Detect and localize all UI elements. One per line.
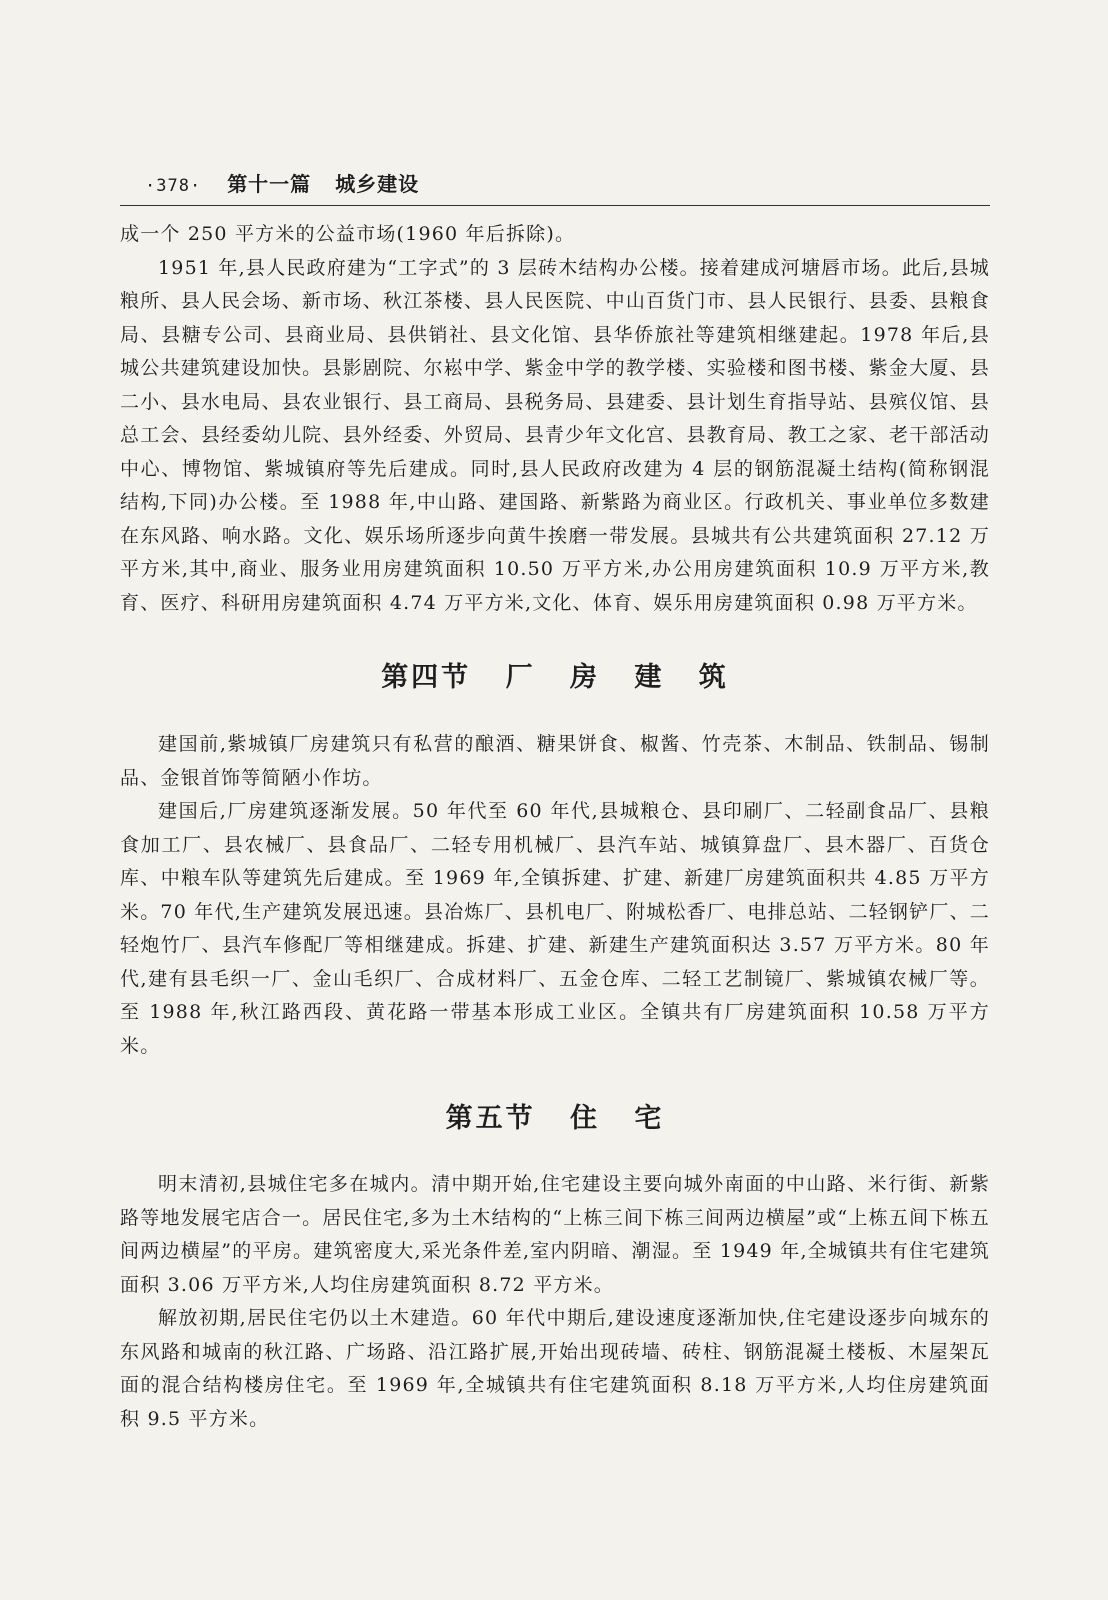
- paragraph: 解放初期,居民住宅仍以土木建造。60 年代中期后,建设速度逐渐加快,住宅建设逐步向城东的东风路和城南的秋江路、广场路、沿江路扩展,开始出现砖墙、砖柱、钢筋混凝土楼板、木屋架瓦面的混合结构楼房住宅。至 1969 年,全城镇共有住宅建筑面积 8.18 万平方米,人均住房建筑面积 9.5 平方米。: [120, 1307, 990, 1430]
- paragraph: 建国后,厂房建筑逐渐发展。50 年代至 60 年代,县城粮仓、县印刷厂、二轻副食品厂、县粮食加工厂、县农械厂、县食品厂、二轻专用机械厂、县汽车站、城镇算盘厂、县木器厂、百货仓库、中粮车队等建筑先后建成。至 1969 年,全镇拆建、扩建、新建厂房建筑面积共 4.85 万平方米。70 年代,生产建筑发展迅速。县冶炼厂、县机电厂、附城松香厂、电排总站、二轻钢铲厂、二轻炮竹厂、县汽车修配厂等相继建成。拆建、扩建、新建生产建筑面积达 3.57 万平方米。80 年代,建有县毛织一厂、金山毛织厂、合成材料厂、五金仓库、二轻工艺制镜厂、紫城镇农械厂等。至 1988 年,秋江路西段、黄花路一带基本形成工业区。全镇共有厂房建筑面积 10.58 万平方米。: [120, 800, 990, 1057]
- paragraph: 1951 年,县人民政府建为“工字式”的 3 层砖木结构办公楼。接着建成河塘唇市场。此后,县城粮所、县人民会场、新市场、秋江茶楼、县人民医院、中山百货门市、县人民银行、县委、县粮食局、县糖专公司、县商业局、县供销社、县文化馆、县华侨旅社等建筑相继建起。1978 年后,县城公共建筑建设加快。县影剧院、尔崧中学、紫金中学的教学楼、实验楼和图书楼、紫金大厦、县二小、县水电局、县农业银行、县工商局、县税务局、县建委、县计划生育指导站、县殡仪馆、县总工会、县经委幼儿院、县外经委、外贸局、县青少年文化宫、县教育局、教工之家、老干部活动中心、博物馆、紫城镇府等先后建成。同时,县人民政府改建为 4 层的钢筋混凝土结构(简称钢混结构,下同)办公楼。至 1988 年,中山路、建国路、新紫路为商业区。行政机关、事业单位多数建在东风路、响水路。文化、娱乐场所逐步向黄牛挨磨一带发展。县城共有公共建筑面积 27.12 万平方米,其中,商业、服务业用房建筑面积 10.50 万平方米,办公用房建筑面积 10.9 万平方米,教育、医疗、科研用房建筑面积 4.74 万平方米,文化、体育、娱乐用房建筑面积 0.98 万平方米。: [120, 256, 990, 614]
- page-body: [120, 218, 990, 1436]
- paragraph: 建国前,紫城镇厂房建筑只有私营的酿酒、糖果饼食、椒酱、竹壳茶、木制品、铁制品、锡制品、金银首饰等简陋小作坊。: [120, 733, 990, 789]
- paragraph-continued: 成一个 250 平方米的公益市场(1960 年后拆除)。: [120, 223, 576, 245]
- header-rule: [120, 205, 990, 206]
- paragraph: 明末清初,县城住宅多在城内。清中期开始,住宅建设主要向城外南面的中山路、米行街、新紫路等地发展宅店合一。居民住宅,多为土木结构的“上栋三间下栋三间两边横屋”或“上栋五间下栋五间两边横屋”的平房。建筑密度大,采光条件差,室内阴暗、潮湿。至 1949 年,全城镇共有住宅建筑面积 3.06 万平方米,人均住房建筑面积 8.72 平方米。: [120, 1173, 990, 1296]
- chapter-label: 第十一篇: [227, 172, 312, 196]
- page-number: ·378·: [145, 176, 202, 196]
- running-header: [145, 168, 485, 204]
- section-heading-factory-buildings: 第四节 厂 房 建 筑: [381, 662, 729, 693]
- section-heading-housing: 第五节 住 宅: [445, 1103, 665, 1134]
- chapter-title: 城乡建设: [335, 172, 420, 196]
